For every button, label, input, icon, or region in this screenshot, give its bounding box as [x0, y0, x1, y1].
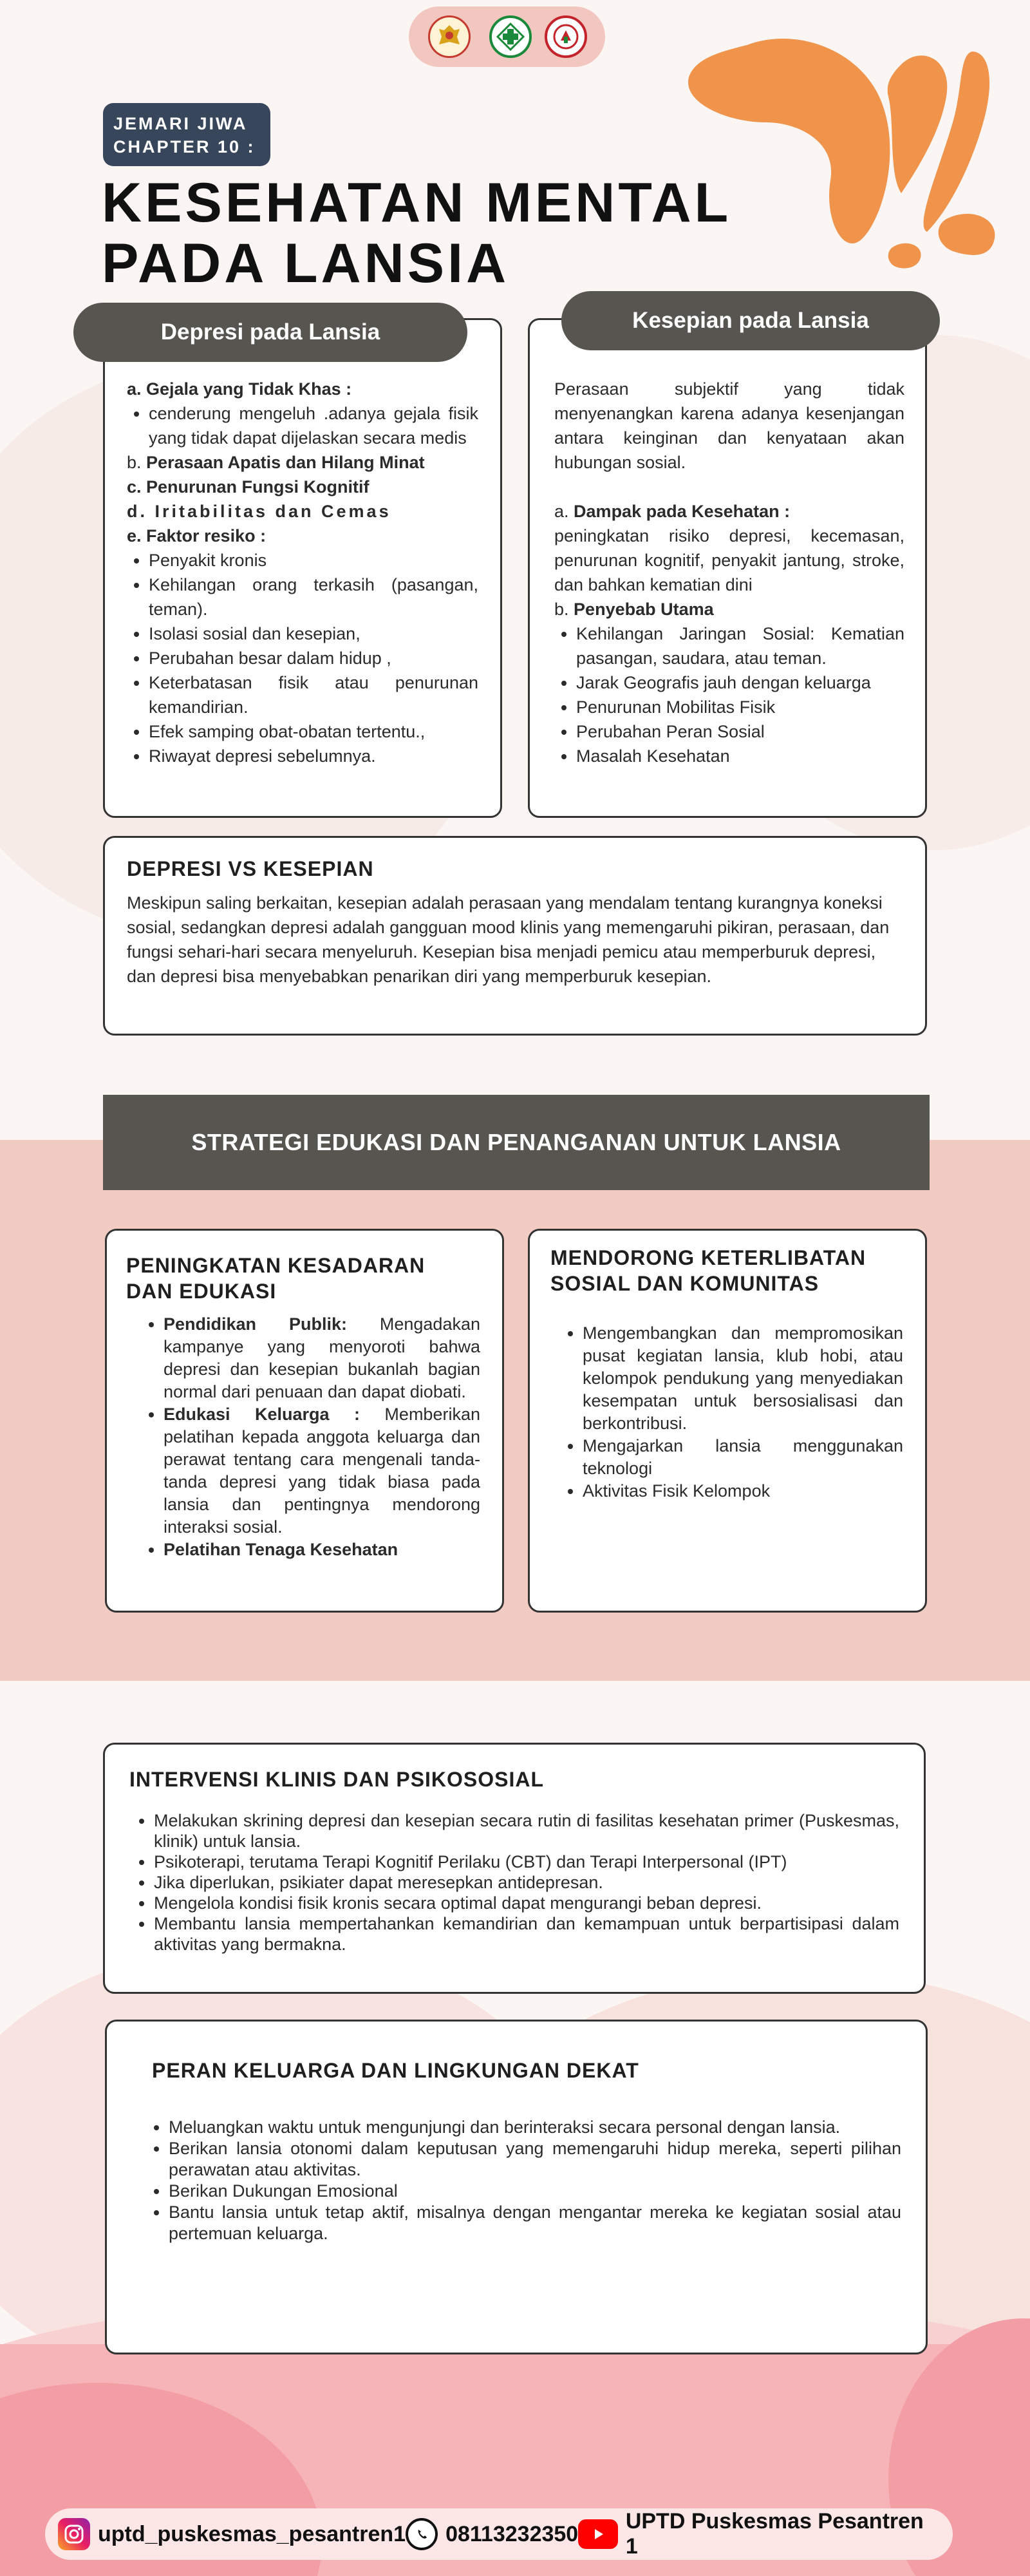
penyebab-heading-row — [554, 597, 904, 621]
penyebab-prefix: b. — [554, 600, 569, 619]
keterlibatan-list — [550, 1322, 903, 1502]
list-item: • Isolasi sosial dan kesepian, — [149, 621, 478, 646]
keluarga-list — [152, 2117, 901, 2244]
instagram-link[interactable] — [58, 2518, 406, 2550]
section-title: INTERVENSI KLINIS DAN PSIKOSOSIAL — [129, 1768, 545, 1791]
list-item: • Berikan lansia otonomi dalam keputusan yang memengaruhi hidup mereka, seperti pilihan perawatan atau aktivitas. — [169, 2138, 901, 2181]
list-item: • Bantu lansia untuk tetap aktif, misalnya dengan mengantar mereka ke kegiatan sosial atau pertemuan keluarga. — [169, 2202, 901, 2244]
penyebab-list — [554, 621, 904, 768]
kesadaran-card — [105, 1229, 504, 1613]
list-item: • Aktivitas Fisik Kelompok — [583, 1480, 903, 1502]
dampak-heading-row — [554, 499, 904, 524]
section-title — [126, 1253, 480, 1304]
whatsapp-link[interactable] — [406, 2518, 578, 2550]
dampak-text: peningkatan risiko depresi, kecemasan, penurunan kognitif, penyakit jantung, stroke, dan bahkan kematian dini — [554, 526, 904, 594]
list-item — [164, 1313, 480, 1403]
title-line: MENDORONG KETERLIBATAN — [550, 1246, 866, 1269]
whatsapp-icon — [406, 2518, 438, 2550]
title-line: KESEHATAN MENTAL — [102, 172, 732, 234]
list-item: • Kehilangan orang terkasih (pasangan, teman). — [149, 573, 478, 621]
youtube-link[interactable] — [578, 2509, 940, 2559]
list-item: • Mengembangkan dan mempromosikan pusat kegiatan lansia, klub hobi, atau kelompok pendukung yang menyediakan kesempatan untuk bersosialisasi dan berkontribusi. — [583, 1322, 903, 1435]
item-c: c. Penurunan Fungsi Kognitif — [127, 477, 370, 497]
list-item: • Membantu lansia mempertahankan kemandirian dan kemampuan untuk berpartisipasi dalam aktivitas yang bermakna. — [154, 1913, 899, 1955]
list-item: • Melakukan skrining depresi dan kesepian secara rutin di fasilitas kesehatan primer (Puskesmas, klinik) untuk lansia. — [154, 1810, 899, 1852]
item-b-text: Perasaan Apatis dan Hilang Minat — [146, 453, 425, 472]
kesepian-intro: Perasaan subjektif yang tidak menyenangkan karena adanya kesenjangan antara keinginan dan kenyataan akan hubungan sosial. — [554, 379, 904, 472]
faktor-list — [127, 548, 478, 768]
list-item: • Riwayat depresi sebelumnya. — [149, 744, 478, 768]
whatsapp-number: 08113232350 — [445, 2521, 579, 2546]
keterlibatan-card — [528, 1229, 927, 1613]
list-item: • Jika diperlukan, psikiater dapat meresepkan antidepresan. — [154, 1872, 899, 1893]
item-d: d. Iritabilitas dan Cemas — [127, 502, 391, 521]
gejala-heading: a. Gejala yang Tidak Khas : — [127, 379, 352, 399]
list-item: • Mengelola kondisi fisik kronis secara optimal dapat mengurangi beban depresi. — [154, 1893, 899, 1913]
chapter-series: JEMARI JIWA — [113, 114, 248, 133]
strategy-heading: STRATEGI EDUKASI DAN PENANGANAN UNTUK LANSIA — [103, 1095, 930, 1190]
title-line: PADA LANSIA — [102, 232, 510, 294]
penyebab-heading: Penyebab Utama — [574, 600, 714, 619]
item-label: Pelatihan Tenaga Kesehatan — [164, 1540, 398, 1559]
instagram-icon — [58, 2518, 90, 2550]
chapter-number: CHAPTER 10 : — [113, 137, 256, 156]
intervensi-list — [129, 1810, 899, 1955]
list-item: • Perubahan Peran Sosial — [576, 719, 904, 744]
youtube-icon — [578, 2519, 618, 2549]
section-title: DEPRESI VS KESEPIAN — [127, 857, 374, 880]
title-line: SOSIAL DAN KOMUNITAS — [550, 1272, 819, 1295]
item-label: Pendidikan Publik: — [164, 1314, 347, 1334]
kesadaran-list — [126, 1313, 480, 1561]
list-item: • Masalah Kesehatan — [576, 744, 904, 768]
list-item: • Meluangkan waktu untuk mengunjungi dan berinteraksi secara personal dengan lansia. — [169, 2117, 901, 2138]
list-item: • Penurunan Mobilitas Fisik — [576, 695, 904, 719]
kesepian-card — [528, 318, 927, 818]
list-item: • Keterbatasan fisik atau penurunan kemandirian. — [149, 670, 478, 719]
health-cross-icon — [489, 15, 532, 58]
list-item — [164, 1539, 480, 1561]
youtube-channel: UPTD Puskesmas Pesantren 1 — [625, 2509, 924, 2559]
list-item: • Jarak Geografis jauh dengan keluarga — [576, 670, 904, 695]
social-footer — [45, 2508, 953, 2560]
title-line: PENINGKATAN KESADARAN — [126, 1254, 426, 1277]
kesepian-card-title: Kesepian pada Lansia — [561, 291, 940, 350]
dampak-prefix: a. — [554, 502, 569, 521]
gejala-list — [127, 401, 478, 450]
depresi-card-title: Depresi pada Lansia — [73, 303, 467, 362]
title-line: DAN EDUKASI — [126, 1280, 277, 1303]
instagram-handle: uptd_puskesmas_pesantren1 — [98, 2521, 406, 2546]
section-title: PERAN KELUARGA DAN LINGKUNGAN DEKAT — [152, 2059, 639, 2082]
item-text: Memberikan pelatihan kepada anggota keluarga dan perawat tentang cara mengenali tanda-tanda depresi yang tidak biasa pada lansia dan pentingnya mendorong interaksi sosial. — [164, 1405, 480, 1537]
section-title — [550, 1245, 903, 1296]
keluarga-card — [105, 2020, 928, 2354]
list-item: • Kehilangan Jaringan Sosial: Kematian pasangan, saudara, atau teman. — [576, 621, 904, 670]
list-item: • cenderung mengeluh .adanya gejala fisik yang tidak dapat dijelaskan secara medis — [149, 401, 478, 450]
page-title — [102, 173, 745, 294]
puskesmas-logo-icon — [545, 15, 587, 58]
list-item: • Efek samping obat-obatan tertentu., — [149, 719, 478, 744]
item-b — [127, 450, 478, 475]
depresi-vs-kesepian-card — [103, 836, 927, 1036]
list-item: • Perubahan besar dalam hidup , — [149, 646, 478, 670]
section-text: Meskipun saling berkaitan, kesepian adalah perasaan yang mendalam tentang kurangnya koneksi sosial, sedangkan depresi adalah gangguan mood klinis yang memengaruhi pikiran, perasaan, dan fungsi sehari-hari secara menyeluruh. Kesepian bisa menjadi pemicu atau memperburuk depresi, dan depresi bisa menyebabkan penarikan diri yang memperburuk kesepian. — [127, 893, 890, 986]
regional-emblem-icon — [428, 15, 471, 58]
faktor-heading: e. Faktor resiko : — [127, 526, 267, 545]
dampak-heading: Dampak pada Kesehatan : — [574, 502, 791, 521]
list-item: • Psikoterapi, terutama Terapi Kognitif Perilaku (CBT) dan Terapi Interpersonal (IPT) — [154, 1852, 899, 1872]
depresi-card — [103, 318, 502, 818]
intervensi-card — [103, 1743, 926, 1994]
item-text: Mengadakan kampanye yang menyoroti bahwa depresi dan kesepian bukanlah bagian normal dari penuaan dan dapat diobati. — [164, 1314, 480, 1401]
list-item: • Penyakit kronis — [149, 548, 478, 573]
item-b-prefix: b. — [127, 453, 142, 472]
item-label: Edukasi Keluarga : — [164, 1405, 360, 1424]
chapter-badge — [103, 103, 270, 166]
list-item: • Mengajarkan lansia menggunakan teknologi — [583, 1435, 903, 1480]
list-item: • Berikan Dukungan Emosional — [169, 2181, 901, 2202]
list-item — [164, 1403, 480, 1539]
